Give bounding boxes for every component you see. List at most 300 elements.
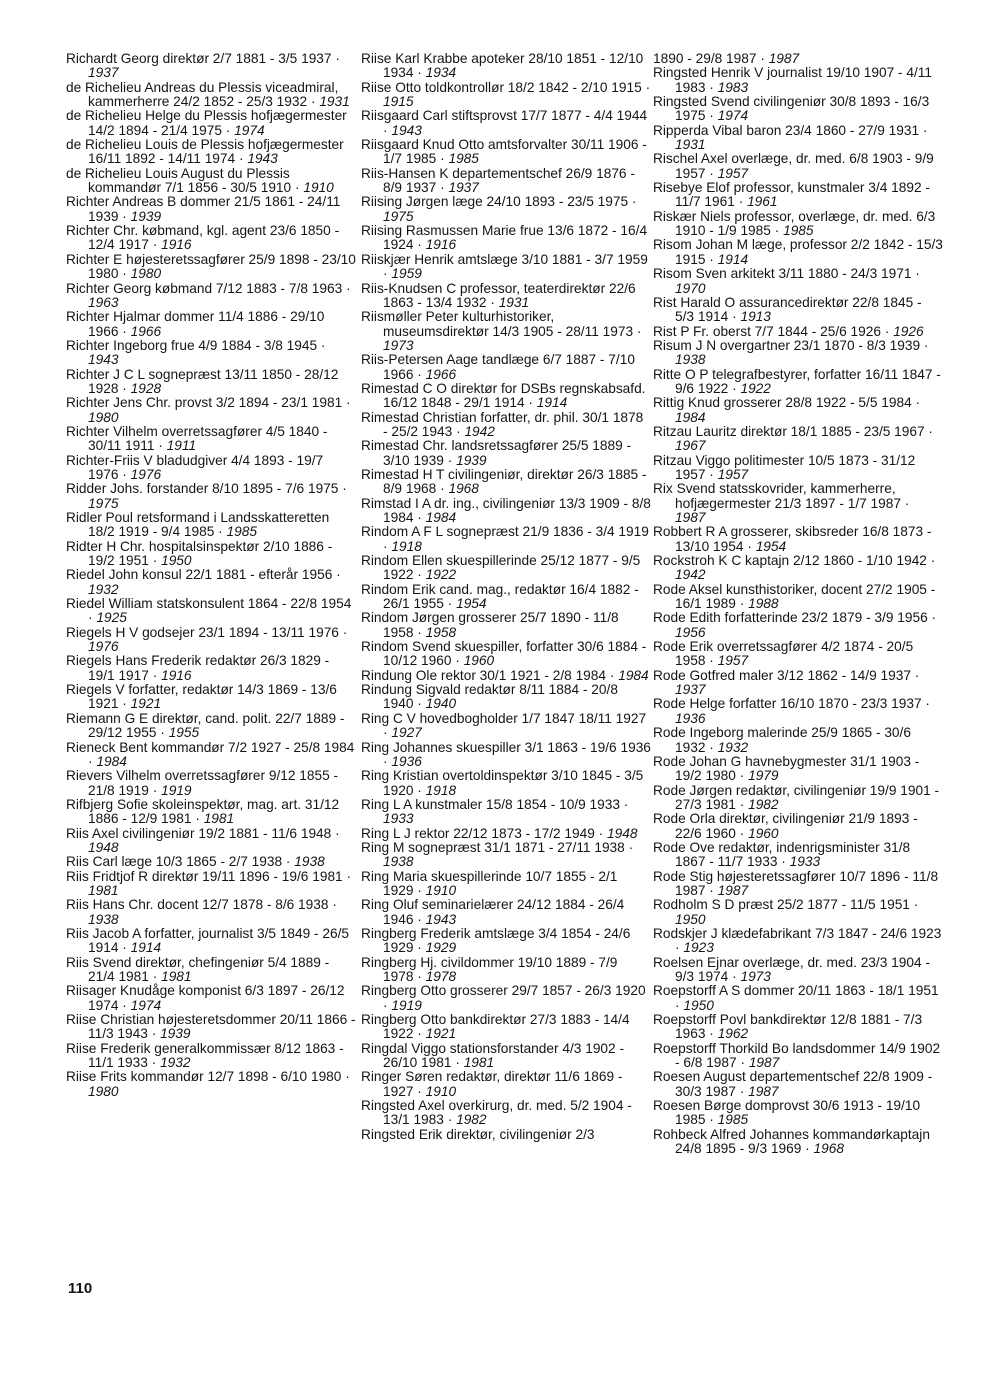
entry-year: 1942 <box>464 423 495 439</box>
register-entry <box>361 640 651 669</box>
entry-text: Rifbjerg Sofie skoleinspektør, mag. art. 31/12 1886 - 12/9 1981 <box>66 796 340 827</box>
entry-text: Riedel William statskonsulent 1864 - 22/8 1954 <box>66 596 352 612</box>
entry-year: 1960 <box>748 825 779 841</box>
entry-text: Rittig Knud grosserer 28/8 1922 - 5/5 1984 <box>653 395 912 411</box>
entry-text: Ringsted Svend civilingeniør 30/8 1893 - 16/3 1975 <box>653 94 930 124</box>
register-entry <box>361 841 651 870</box>
entry-text: Rievers Vilhelm overretssagfører 9/12 1855 - 21/8 1919 <box>66 768 339 798</box>
entry-text: Ring Maria skuespillerinde 10/7 1855 - 2/1 1929 <box>361 868 618 898</box>
entry-text: Ring Johannes skuespiller 3/1 1863 - 19/6 1936 <box>361 739 651 755</box>
entry-separator: · <box>734 194 748 210</box>
entry-year: 1981 <box>161 969 192 984</box>
register-entry <box>653 812 943 841</box>
entry-text: Roepstorff Povl bankdirektør 12/8 1881 - 7/3 1963 <box>653 1012 923 1042</box>
entry-separator: · <box>118 208 131 224</box>
entry-year: 1987 <box>717 882 749 898</box>
entry-year: 1948 <box>88 839 119 855</box>
entry-separator: · <box>524 395 537 411</box>
entry-year: 1968 <box>448 481 479 497</box>
entry-year: 1958 <box>425 624 457 640</box>
entry-separator: · <box>328 897 337 913</box>
entry-separator: · <box>920 337 929 353</box>
register-entry <box>66 855 356 869</box>
entry-year: 1943 <box>247 151 278 167</box>
entry-year: 1973 <box>740 969 771 984</box>
entry-text: Rode Johan G havnebygmester 31/1 1903 - 19/2 1980 <box>653 753 920 784</box>
entry-text: Ring C V hovedbogholder 1/7 1847 18/11 1927 <box>361 710 647 726</box>
register-entry <box>653 238 943 267</box>
entry-separator: · <box>451 1055 464 1071</box>
entry-separator: · <box>777 854 790 870</box>
entry-year: 1922 <box>740 380 771 396</box>
register-entry <box>66 52 356 81</box>
register-entry <box>66 870 356 899</box>
entry-year: 1962 <box>717 1026 749 1042</box>
entry-text: Riegels Hans Frederik redaktør 26/3 1829 - 19/1 1917 <box>66 653 330 683</box>
entry-text: Richter J C L sognepræst 13/11 1850 - 28/12 1928 <box>66 366 339 396</box>
entry-separator: · <box>147 1026 161 1042</box>
register-entry <box>66 626 356 655</box>
entry-year: 1923 <box>683 940 714 956</box>
entry-year: 1910 <box>303 180 334 196</box>
entry-text: Richter Georg købmand 7/12 1883 - 7/8 1963 <box>66 280 343 296</box>
register-entry <box>361 167 651 196</box>
entry-separator: · <box>921 696 930 712</box>
entry-text: Roepstorff Thorkild Bo landsdommer 14/9 1902 - 6/8 1987 <box>653 1040 941 1071</box>
entry-year: 1919 <box>391 997 422 1013</box>
register-entry <box>653 755 943 784</box>
register-entry <box>361 525 651 554</box>
entry-separator: · <box>332 567 341 583</box>
register-entry <box>653 554 943 583</box>
entry-year: 1981 <box>88 882 119 898</box>
entry-separator: · <box>118 696 131 712</box>
entry-separator: · <box>451 653 464 669</box>
entry-text: Riis Svend direktør, chefingeniør 5/4 1889 - 21/4 1981 <box>66 954 330 984</box>
entry-text: Riegels H V godsejer 23/1 1894 - 13/11 1976 <box>66 624 339 640</box>
entry-year: 1943 <box>88 352 119 368</box>
register-entry <box>361 52 651 81</box>
entry-year: 1921 <box>130 696 162 712</box>
entry-text: Richter Vilhelm overretssagfører 4/5 1840 - 30/11 1911 <box>66 423 328 454</box>
register-entry <box>653 124 943 153</box>
entry-year: 1959 <box>391 266 422 282</box>
entry-text: de Richelieu Louis August du Plessis kommandør 7/1 1856 - 30/5 1910 <box>66 165 292 196</box>
entry-year: 1982 <box>456 1112 487 1128</box>
entry-year: 1919 <box>161 782 192 798</box>
entry-year: 1914 <box>130 940 162 956</box>
register-entry <box>361 109 651 138</box>
register-entry <box>653 454 943 483</box>
entry-text: Rode Gotfred maler 3/12 1862 - 14/9 1937 <box>653 667 911 683</box>
entry-text: Riise Karl Krabbe apoteker 28/10 1851 - 12/10 1934 <box>361 51 644 81</box>
entry-separator: · <box>413 969 426 984</box>
entry-text: Rode Erik overretssagfører 4/2 1874 - 20/5 1958 <box>653 639 914 669</box>
entry-separator: · <box>191 811 204 827</box>
entry-separator: · <box>443 1112 457 1128</box>
entry-year: 1979 <box>748 768 779 784</box>
entry-year: 1938 <box>675 352 706 368</box>
entry-year: 1985 <box>783 223 814 239</box>
entry-year: 1938 <box>294 854 325 870</box>
register-entry <box>653 1099 943 1128</box>
entry-text: Ritzau Lauritz direktør 18/1 1885 - 23/5 1967 <box>653 423 925 439</box>
entry-separator: · <box>383 725 392 741</box>
entry-separator: · <box>735 768 749 784</box>
register-entry <box>361 583 651 612</box>
entry-year: 1968 <box>813 1141 844 1157</box>
register-entry <box>66 511 356 540</box>
entry-year: 1985 <box>226 524 257 540</box>
entry-separator: · <box>341 1069 350 1085</box>
entry-year: 1943 <box>425 911 457 927</box>
entry-year: 1950 <box>675 911 706 927</box>
entry-text: Ridder Johs. forstander 8/10 1895 - 7/6 1975 <box>66 481 339 497</box>
entry-text: Roesen August departementschef 22/8 1909 - 30/3 1987 <box>653 1069 933 1099</box>
entry-text: de Richelieu Louis de Plessis hofjægermester 16/11 1892 - 14/11 1974 <box>66 137 344 167</box>
entry-separator: · <box>728 309 741 325</box>
entry-separator: · <box>413 1083 426 1099</box>
entry-text: Rimestad Chr. landsretssagfører 25/5 1889 - 3/10 1939 <box>361 438 632 468</box>
entry-separator: · <box>147 1055 161 1071</box>
entry-separator: · <box>735 1083 749 1099</box>
entry-year: 1974 <box>717 108 749 124</box>
entry-text: Rindom Erik cand. mag., redaktør 16/4 1882 - 26/1 1955 <box>361 581 639 612</box>
entry-text: Ringberg Otto grosserer 29/7 1857 - 26/3 1920 <box>361 983 646 999</box>
register-entry <box>653 927 943 956</box>
entry-separator: · <box>705 1026 718 1042</box>
entry-year: 1940 <box>425 696 457 712</box>
entry-year: 1974 <box>130 997 162 1013</box>
entry-text: Richter Hjalmar dommer 11/4 1886 - 29/10 1966 <box>66 309 325 339</box>
entry-year: 1950 <box>161 553 192 569</box>
register-entry <box>653 396 943 425</box>
entry-separator: · <box>383 266 392 282</box>
register-entry <box>66 224 356 253</box>
register-entry <box>66 425 356 454</box>
entry-text: Riisgaard Carl stiftsprovst 17/7 1877 - 4/4 1944 <box>361 108 648 124</box>
entry-text: Risebye Elof professor, kunstmaler 3/4 1892 - 11/7 1961 <box>653 180 930 210</box>
entry-text: Ringsted Erik direktør, civilingeniør 2/3 <box>361 1126 595 1142</box>
entry-text: Rindung Ole rektor 30/1 1921 - 2/8 1984 <box>361 667 607 683</box>
register-entry <box>361 956 651 985</box>
entry-separator: · <box>413 237 426 253</box>
entry-separator: · <box>291 180 304 196</box>
entry-text: Rimestad Christian forfatter, dr. phil. 30/1 1878 - 25/2 1943 <box>361 409 644 439</box>
entry-year: 1982 <box>748 796 779 812</box>
entry-separator: · <box>338 481 347 497</box>
register-entry <box>653 339 943 368</box>
entry-separator: · <box>919 122 928 138</box>
entry-text: Rix Svend statsskovrider, kammerherre, hofjægermester 21/3 1897 - 1/7 1987 <box>653 481 901 511</box>
entry-separator: · <box>927 610 937 626</box>
entry-text: Rindom Svend skuespiller, forfatter 30/6 1884 - 10/12 1960 <box>361 639 647 669</box>
entry-text: Riise Otto toldkontrollør 18/2 1842 - 2/10 1915 <box>361 79 642 95</box>
entry-year: 1957 <box>717 165 749 181</box>
entry-year: 1975 <box>88 495 119 511</box>
entry-separator: · <box>705 79 718 95</box>
register-entry <box>66 310 356 339</box>
entry-year: 1938 <box>383 854 414 870</box>
entry-text: Roepstorff A S dommer 20/11 1863 - 18/1 1951 <box>653 983 939 999</box>
page-number: 110 <box>68 1280 93 1297</box>
register-entry <box>653 697 943 726</box>
entry-text: Rode Jørgen redaktør, civilingeniør 19/9 1901 - 27/3 1981 <box>653 782 940 812</box>
register-entry <box>653 52 943 66</box>
entry-separator: · <box>317 337 326 353</box>
entry-separator: · <box>910 667 920 683</box>
entry-separator: · <box>413 940 426 956</box>
entry-year: 1916 <box>425 237 457 253</box>
column-left <box>66 52 356 1099</box>
entry-text: Riismøller Peter kulturhistoriker, museumsdirektør 14/3 1905 - 28/11 1973 <box>361 309 634 339</box>
register-entry <box>653 640 943 669</box>
register-entry <box>653 583 943 612</box>
register-entry <box>361 1042 651 1071</box>
entry-separator: · <box>705 1112 718 1128</box>
entry-text: Risom Sven arkitekt 3/11 1880 - 24/3 1971 <box>653 266 912 282</box>
entry-separator: · <box>705 739 718 755</box>
register-entry <box>66 898 356 927</box>
entry-year: 1978 <box>425 969 457 984</box>
entry-text: Ringsted Henrik V journalist 19/10 1907 - 4/11 1983 <box>653 65 932 95</box>
entry-separator: · <box>728 380 741 396</box>
register-entry <box>361 81 651 110</box>
entry-separator: · <box>675 997 684 1013</box>
register-entry <box>361 382 651 411</box>
entry-separator: · <box>148 782 162 798</box>
register-entry <box>361 898 651 927</box>
entry-text: Rimestad H T civilingeniør, direktør 26/3 1885 - 8/9 1968 <box>361 466 647 497</box>
entry-text: Rode Edith forfatterinde 23/2 1879 - 3/9 1956 <box>653 610 928 626</box>
entry-text: de Richelieu Andreas du Plessis viceadmiral, kammerherre 24/2 1852 - 25/3 1932 <box>66 79 339 110</box>
entry-year: 1931 <box>498 294 530 310</box>
entry-text: Riis-Hansen K departementschef 26/9 1876 - 8/9 1937 <box>361 165 635 196</box>
entry-text: Ring L A kunstmaler 15/8 1854 - 10/9 1933 <box>361 796 620 812</box>
register-entry <box>361 439 651 468</box>
register-entry <box>66 1042 356 1071</box>
entry-year: 1961 <box>747 194 778 210</box>
entry-text: Rindom A F L sognepræst 21/9 1836 - 3/4 1919 <box>361 524 649 540</box>
entry-separator: · <box>619 796 629 812</box>
entry-text: Riise Frederik generalkommissær 8/12 1863 - 11/1 1933 <box>66 1040 344 1071</box>
entry-separator: · <box>628 194 637 210</box>
entry-separator: · <box>154 438 167 454</box>
register-entry <box>361 769 651 798</box>
entry-year: 1943 <box>391 122 422 138</box>
entry-text: Richter E højesteretssagfører 25/9 1898 - 23/10 1980 <box>66 251 356 282</box>
entry-year: 1981 <box>463 1055 495 1071</box>
register-entry <box>66 769 356 798</box>
entry-year: 1981 <box>203 811 235 827</box>
entry-text: Riisgaard Knud Otto amtsforvalter 30/11 1906 - 1/7 1985 <box>361 137 647 167</box>
entry-text: de Richelieu Helge du Plessis hofjægermester 14/2 1894 - 21/4 1975 <box>66 108 347 138</box>
column-middle <box>361 52 651 1142</box>
entry-year: 1942 <box>675 567 706 583</box>
register-entry <box>653 66 943 95</box>
entry-separator: · <box>282 854 295 870</box>
entry-year: 1931 <box>319 94 350 110</box>
entry-separator: · <box>909 897 919 913</box>
entry-year: 1955 <box>168 725 200 741</box>
register-entry <box>653 611 943 640</box>
entry-year: 1939 <box>130 208 162 224</box>
entry-year: 1936 <box>391 753 422 769</box>
register-entry <box>361 468 651 497</box>
entry-year: 1980 <box>130 266 162 282</box>
entry-year: 1911 <box>166 438 197 454</box>
entry-separator: · <box>413 567 426 583</box>
entry-separator: · <box>443 596 457 612</box>
register-entry <box>361 798 651 827</box>
entry-year: 1918 <box>425 782 457 798</box>
entry-separator: · <box>443 452 457 468</box>
entry-text: Riemann G E direktør, cand. polit. 22/7 1889 - 29/12 1955 <box>66 710 345 741</box>
register-entry <box>361 138 651 167</box>
entry-separator: · <box>735 825 749 841</box>
register-entry <box>361 224 651 253</box>
entry-separator: · <box>413 510 426 525</box>
entry-year: 1956 <box>675 624 706 640</box>
entry-text: Riise Frits kommandør 12/7 1898 - 6/10 1980 <box>66 1069 342 1085</box>
entry-separator: · <box>413 65 426 81</box>
entry-separator: · <box>118 997 131 1013</box>
register-entry <box>653 1070 943 1099</box>
entry-separator: · <box>801 1141 814 1157</box>
entry-year: 1954 <box>456 596 487 612</box>
entry-year: 1916 <box>161 237 192 253</box>
entry-text: Riisager Knudåge komponist 6/3 1897 - 26/12 1974 <box>66 983 345 1013</box>
entry-year: 1932 <box>160 1055 191 1071</box>
entry-text: Rist Harald O assurancedirektør 22/8 1845 - 5/3 1914 <box>653 294 922 325</box>
entry-year: 1987 <box>748 1083 779 1099</box>
entry-separator: · <box>413 1026 426 1042</box>
register-entry <box>653 482 943 525</box>
entry-year: 1957 <box>717 653 749 669</box>
register-entry <box>66 927 356 956</box>
entry-separator: · <box>633 323 642 339</box>
entry-year: 1963 <box>88 294 119 310</box>
entry-text: Riising Rasmussen Marie frue 13/6 1872 - 16/4 1924 <box>361 223 648 253</box>
column-right <box>653 52 943 1156</box>
entry-separator: · <box>148 667 162 683</box>
entry-separator: · <box>705 882 718 898</box>
entry-year: 1927 <box>391 725 422 741</box>
entry-text: Rode Orla direktør, civilingeniør 21/9 1893 - 22/6 1960 <box>653 811 918 841</box>
entry-separator: · <box>926 553 936 569</box>
entry-year: 1970 <box>675 280 706 296</box>
register-entry <box>66 195 356 224</box>
register-entry <box>361 1070 651 1099</box>
entry-text: Risum J N overgartner 23/1 1870 - 8/3 1939 <box>653 337 921 353</box>
register-entry <box>653 525 943 554</box>
entry-separator: · <box>342 868 352 884</box>
register-entry <box>361 195 651 224</box>
entry-text: Ritte O P telegrafbestyrer, forfatter 16/11 1847 - 9/6 1922 <box>653 366 941 396</box>
entry-separator: · <box>624 839 634 855</box>
entry-year: 1934 <box>425 65 457 81</box>
entry-year: 1938 <box>88 911 119 927</box>
entry-text: Riis Carl læge 10/3 1865 - 2/7 1938 <box>66 854 283 870</box>
entry-year: 1937 <box>88 65 119 81</box>
entry-text: Robbert R A grosserer, skibsreder 16/8 1873 - 13/10 1954 <box>653 524 932 554</box>
entry-year: 1984 <box>96 753 127 769</box>
entry-year: 1987 <box>748 1055 780 1071</box>
entry-text: Riis Jacob A forfatter, journalist 3/5 1849 - 26/5 1914 <box>66 925 350 956</box>
entry-year: 1931 <box>675 137 706 153</box>
entry-text: Ringdal Viggo stationsforstander 4/3 1902 - 26/10 1981 <box>361 1040 625 1071</box>
entry-year: 1921 <box>425 1026 457 1042</box>
entry-text: 1890 - 29/8 1987 <box>653 51 757 66</box>
entry-text: Rodholm S D præst 25/2 1877 - 11/5 1951 <box>653 897 910 913</box>
register-entry <box>66 282 356 311</box>
entry-year: 1933 <box>789 854 821 870</box>
register-entry <box>653 152 943 181</box>
entry-separator: · <box>413 882 426 898</box>
entry-year: 1914 <box>536 395 568 411</box>
register-entry <box>361 353 651 382</box>
entry-text: Rode Ingeborg malerinde 25/9 1865 - 30/6 1932 <box>653 725 911 755</box>
register-entry <box>361 497 651 526</box>
entry-year: 1967 <box>675 438 706 454</box>
register-entry <box>361 984 651 1013</box>
entry-text: Ripperda Vibal baron 23/4 1860 - 27/9 1931 <box>653 122 920 138</box>
entry-year: 1918 <box>391 538 422 554</box>
entry-text: Rode Aksel kunsthistoriker, docent 27/2 1905 - 16/1 1989 <box>653 581 936 612</box>
register-entry <box>66 253 356 282</box>
entry-separator: · <box>436 180 449 196</box>
entry-text: Rindom Ellen skuespillerinde 25/12 1877 - 9/5 1922 <box>361 553 641 583</box>
entry-year: 1985 <box>717 1112 749 1128</box>
entry-separator: · <box>705 653 718 669</box>
entry-separator: · <box>413 911 426 927</box>
entry-separator: · <box>486 294 499 310</box>
entry-text: Ring M sognepræst 31/1 1871 - 27/11 1938 <box>361 839 625 855</box>
entry-text: Rode Helge forfatter 16/10 1870 - 23/3 1937 <box>653 696 922 712</box>
entry-separator: · <box>728 969 741 984</box>
register-entry <box>653 841 943 870</box>
entry-separator: · <box>383 997 392 1013</box>
entry-text: Riising Jørgen læge 24/10 1893 - 23/5 1975 <box>361 194 629 210</box>
entry-text: Ridter H Chr. hospitalsinspektør 2/10 1886 - 19/2 1951 <box>66 538 333 569</box>
entry-separator: · <box>118 266 131 282</box>
entry-year: 1987 <box>675 510 706 525</box>
register-entry <box>361 683 651 712</box>
entry-year: 1957 <box>717 466 749 482</box>
register-entry <box>66 368 356 397</box>
entry-text: Roesen Børge domprovst 30/6 1913 - 19/10 1985 <box>653 1098 921 1128</box>
entry-year: 1936 <box>675 710 706 726</box>
entry-text: Riskær Niels professor, overlæge, dr. med. 6/3 1910 - 1/9 1985 <box>653 208 936 239</box>
entry-year: 1954 <box>755 538 787 554</box>
register-entry <box>361 870 651 899</box>
entry-text: Rode Stig højesteretssagfører 10/7 1896 - 11/8 1987 <box>653 868 939 898</box>
entry-separator: · <box>413 366 426 382</box>
entry-text: Richter-Friis V bladudgiver 4/4 1893 - 19/7 1976 <box>66 452 324 482</box>
entry-text: Rimstad I A dr. ing., civilingeniør 13/3 1909 - 8/8 1984 <box>361 495 651 525</box>
entry-year: 1937 <box>675 682 706 698</box>
register-entry <box>653 425 943 454</box>
entry-separator: · <box>735 596 749 612</box>
entry-text: Ringberg Otto bankdirektør 27/3 1883 - 14/4 1922 <box>361 1012 630 1042</box>
entry-text: Riedel John konsul 22/1 1881 - efterår 1956 <box>66 567 333 583</box>
register-entry <box>361 554 651 583</box>
register-entry <box>66 741 356 770</box>
entry-text: Ringsted Axel overkirurg, dr. med. 5/2 1904 - 13/1 1983 <box>361 1098 632 1128</box>
register-entry <box>653 956 943 985</box>
entry-separator: · <box>342 280 351 296</box>
register-entry <box>653 181 943 210</box>
